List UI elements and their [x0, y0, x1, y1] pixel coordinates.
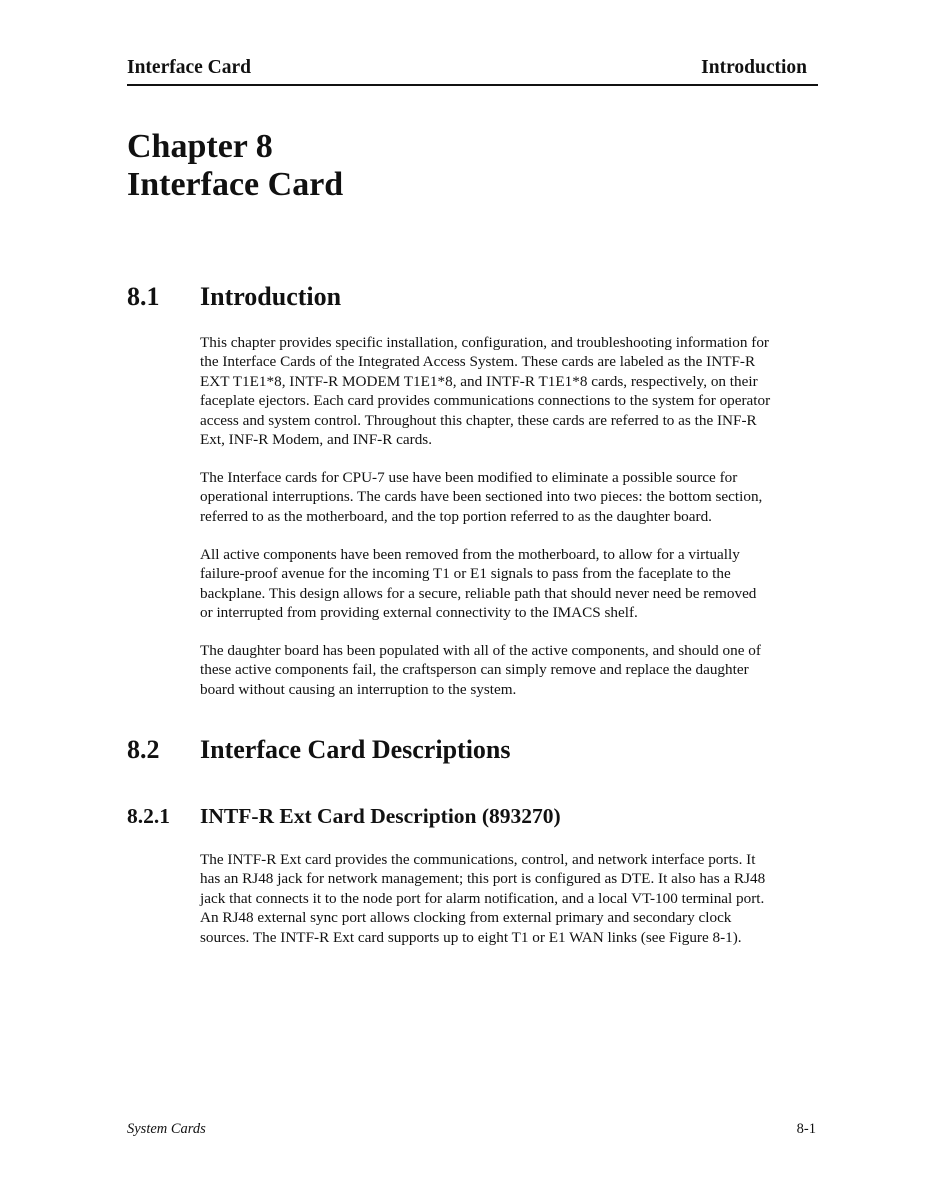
text-line: board without causing an interruption to the system.: [200, 680, 517, 698]
section-title: Introduction: [200, 282, 342, 311]
running-header: [127, 56, 818, 86]
text-line: has an RJ48 jack for network management; this port is configured as DTE. It also has a RJ48: [200, 870, 766, 888]
paragraph-intro-4: [200, 641, 814, 699]
header-chapter-title: Interface Card: [127, 57, 251, 78]
paragraph-intf-r-ext: [200, 850, 814, 947]
text-line: jack that connects it to the node port for alarm notification, and a local VT-100 terminal port.: [200, 889, 765, 907]
text-line: All active components have been removed from the motherboard, to allow for a virtually: [200, 546, 740, 563]
paragraph-intro-3: [200, 545, 814, 623]
section-title: Interface Card Descriptions: [200, 735, 511, 764]
text-line: sources. The INTF-R Ext card supports up to eight T1 or E1 WAN links (see Figure 8-1).: [200, 928, 742, 946]
text-line: EXT T1E1*8, INTF-R MODEM T1E1*8, and INTF-R T1E1*8 cards, respectively, on their: [200, 372, 758, 390]
text-line: An RJ48 external sync port allows clocking from external primary and secondary clock: [200, 909, 732, 927]
text-line: faceplate ejectors. Each card provides communications connections to the system for operator: [200, 392, 771, 410]
text-line: Ext, INF-R Modem, and INF-R cards.: [200, 431, 433, 449]
text-line: these active components fail, the craftsperson can simply remove and replace the daughter: [200, 661, 749, 679]
subsection-number: 8.2.1: [127, 804, 170, 828]
chapter-label: Chapter 8: [127, 128, 273, 165]
subsection-title: INTF-R Ext Card Description (893270): [200, 804, 561, 828]
subsection-heading-8-2-1: [127, 803, 561, 829]
text-line: The Interface cards for CPU-7 use have been modified to eliminate a possible source for: [200, 469, 738, 486]
text-line: the Interface Cards of the Integrated Access System. These cards are labeled as the INTF-R: [200, 353, 756, 371]
section-number: 8.2: [127, 735, 160, 764]
text-line: operational interruptions. The cards have been sectioned into two pieces: the bottom section,: [200, 488, 763, 506]
chapter-name: Interface Card: [127, 166, 344, 203]
text-line: backplane. This design allows for a secure, reliable path that should never need be removed: [200, 584, 757, 602]
section-heading-8-2: [127, 735, 511, 765]
text-line: referred to as the motherboard, and the top portion referred to as the daughter board.: [200, 507, 712, 525]
text-line: failure-proof avenue for the incoming T1 or E1 signals to pass from the faceplate to the: [200, 565, 731, 583]
text-line: This chapter provides specific installation, configuration, and troubleshooting information for: [200, 334, 769, 351]
page-number: 8-1: [796, 1121, 816, 1137]
text-line: The daughter board has been populated with all of the active components, and should one of: [200, 642, 761, 659]
header-section-title: Introduction: [701, 57, 807, 78]
paragraph-intro-2: [200, 468, 814, 526]
paragraph-intro-1: [200, 333, 814, 449]
section-number: 8.1: [127, 282, 160, 311]
footer-book-title: System Cards: [127, 1121, 206, 1137]
text-line: access and system control. Throughout this chapter, these cards are referred to as the INF-R: [200, 411, 757, 429]
chapter-title: [127, 128, 343, 204]
text-line: or interrupted from providing external connectivity to the IMACS shelf.: [200, 604, 638, 622]
section-heading-8-1: [127, 282, 341, 312]
text-line: The INTF-R Ext card provides the communications, control, and network interface ports. It: [200, 851, 756, 868]
